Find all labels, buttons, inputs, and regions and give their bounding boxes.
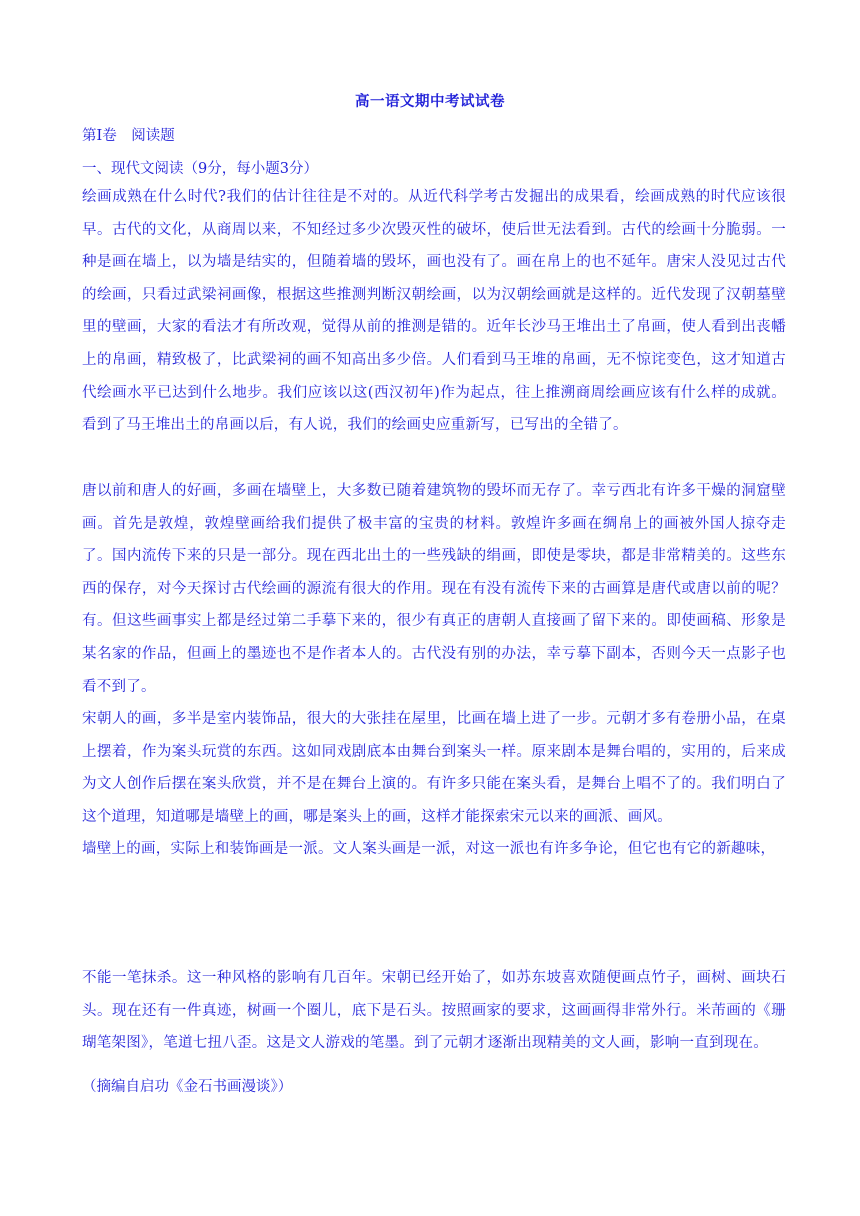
paragraph-3: 宋朝人的画，多半是室内装饰品，很大的大张挂在屋里，比画在墙上进了一步。元朝才多有卷册小品，在桌上摆着，作为案头玩赏的东西。这如同戏剧底本由舞台到案头一样。原来剧本是舞台唱的，实用的，后来成为文人创作后摆在案头欣赏，并不是在舞台上演的。有许多只能在案头看，是舞台上唱不了的。我们明白了这个道理，知道哪是墙壁上的画，哪是案头上的画，这样才能探索宋元以来的画派、画风。 [82,711,786,825]
section-heading: 第Ⅰ卷 阅读题 [82,128,175,144]
question-heading: 一、现代文阅读（9分，每小题3分） [82,161,318,177]
exam-title: 高一语文期中考试试卷 [355,93,505,110]
source-citation: （摘编自启功《金石书画漫谈》） [82,1079,293,1095]
paragraph-1: 绘画成熟在什么时代?我们的估计往往是不对的。从近代科学考古发掘出的成果看，绘画成熟的时代应该很早。古代的文化，从商周以来，不知经过多少次毁灭性的破坏，使后世无法看到。古代的绘画十分脆弱。一种是画在墙上，以为墙是结实的，但随着墙的毁坏，画也没有了。画在帛上的也不延年。唐宋人没见过古代的绘画，只看过武梁祠画像，根据这些推测判断汉朝绘画，以为汉朝绘画就是这样的。近代发现了汉朝墓壁里的壁画，大家的看法才有所改观，觉得从前的推测是错的。近年长沙马王堆出土了帛画，使人看到出丧幡上的帛画，精致极了，比武梁祠的画不知高出多少倍。人们看到马王堆的帛画，无不惊诧变色，这才知道古代绘画水平已达到什么地步。我们应该以这(西汉初年)作为起点，往上推溯商周绘画应该有什么样的成就。看到了马王堆出土的帛画以后，有人说，我们的绘画史应重新写，已写出的全错了。 [82,189,786,434]
paragraph-4: 墙壁上的画，实际上和装饰画是一派。文人案头画是一派，对这一派也有许多争论，但它也有它的新趣味， [82,841,776,857]
paragraph-2: 唐以前和唐人的好画，多画在墙壁上，大多数已随着建筑物的毁坏而无存了。幸亏西北有许多干燥的洞窟壁画。首先是敦煌，敦煌壁画给我们提供了极丰富的宝贵的材料。敦煌许多画在绸帛上的画被外国人掠夺走了。国内流传下来的只是一部分。现在西北出土的一些残缺的绢画，即使是零块，都是非常精美的。这些东西的保存，对今天探讨古代绘画的源流有很大的作用。现在有没有流传下来的古画算是唐代或唐以前的呢？有。但这些画事实上都是经过第二手摹下来的，很少有真正的唐朝人直接画了留下来的。即使画稿、形象是某名家的作品，但画上的墨迹也不是作者本人的。古代没有别的办法，幸亏摹下副本，否则今天一点影子也看不到了。 [82,483,786,695]
paragraph-5: 不能一笔抹杀。这一种风格的影响有几百年。宋朝已经开始了，如苏东坡喜欢随便画点竹子，画树、画块石头。现在还有一件真迹，树画一个圈儿，底下是石头。按照画家的要求，这画画得非常外行。米芾画的《珊瑚笔架图》，笔道七扭八歪。这是文人游戏的笔墨。到了元朝才逐渐出现精美的文人画，影响一直到现在。 [82,970,786,1052]
